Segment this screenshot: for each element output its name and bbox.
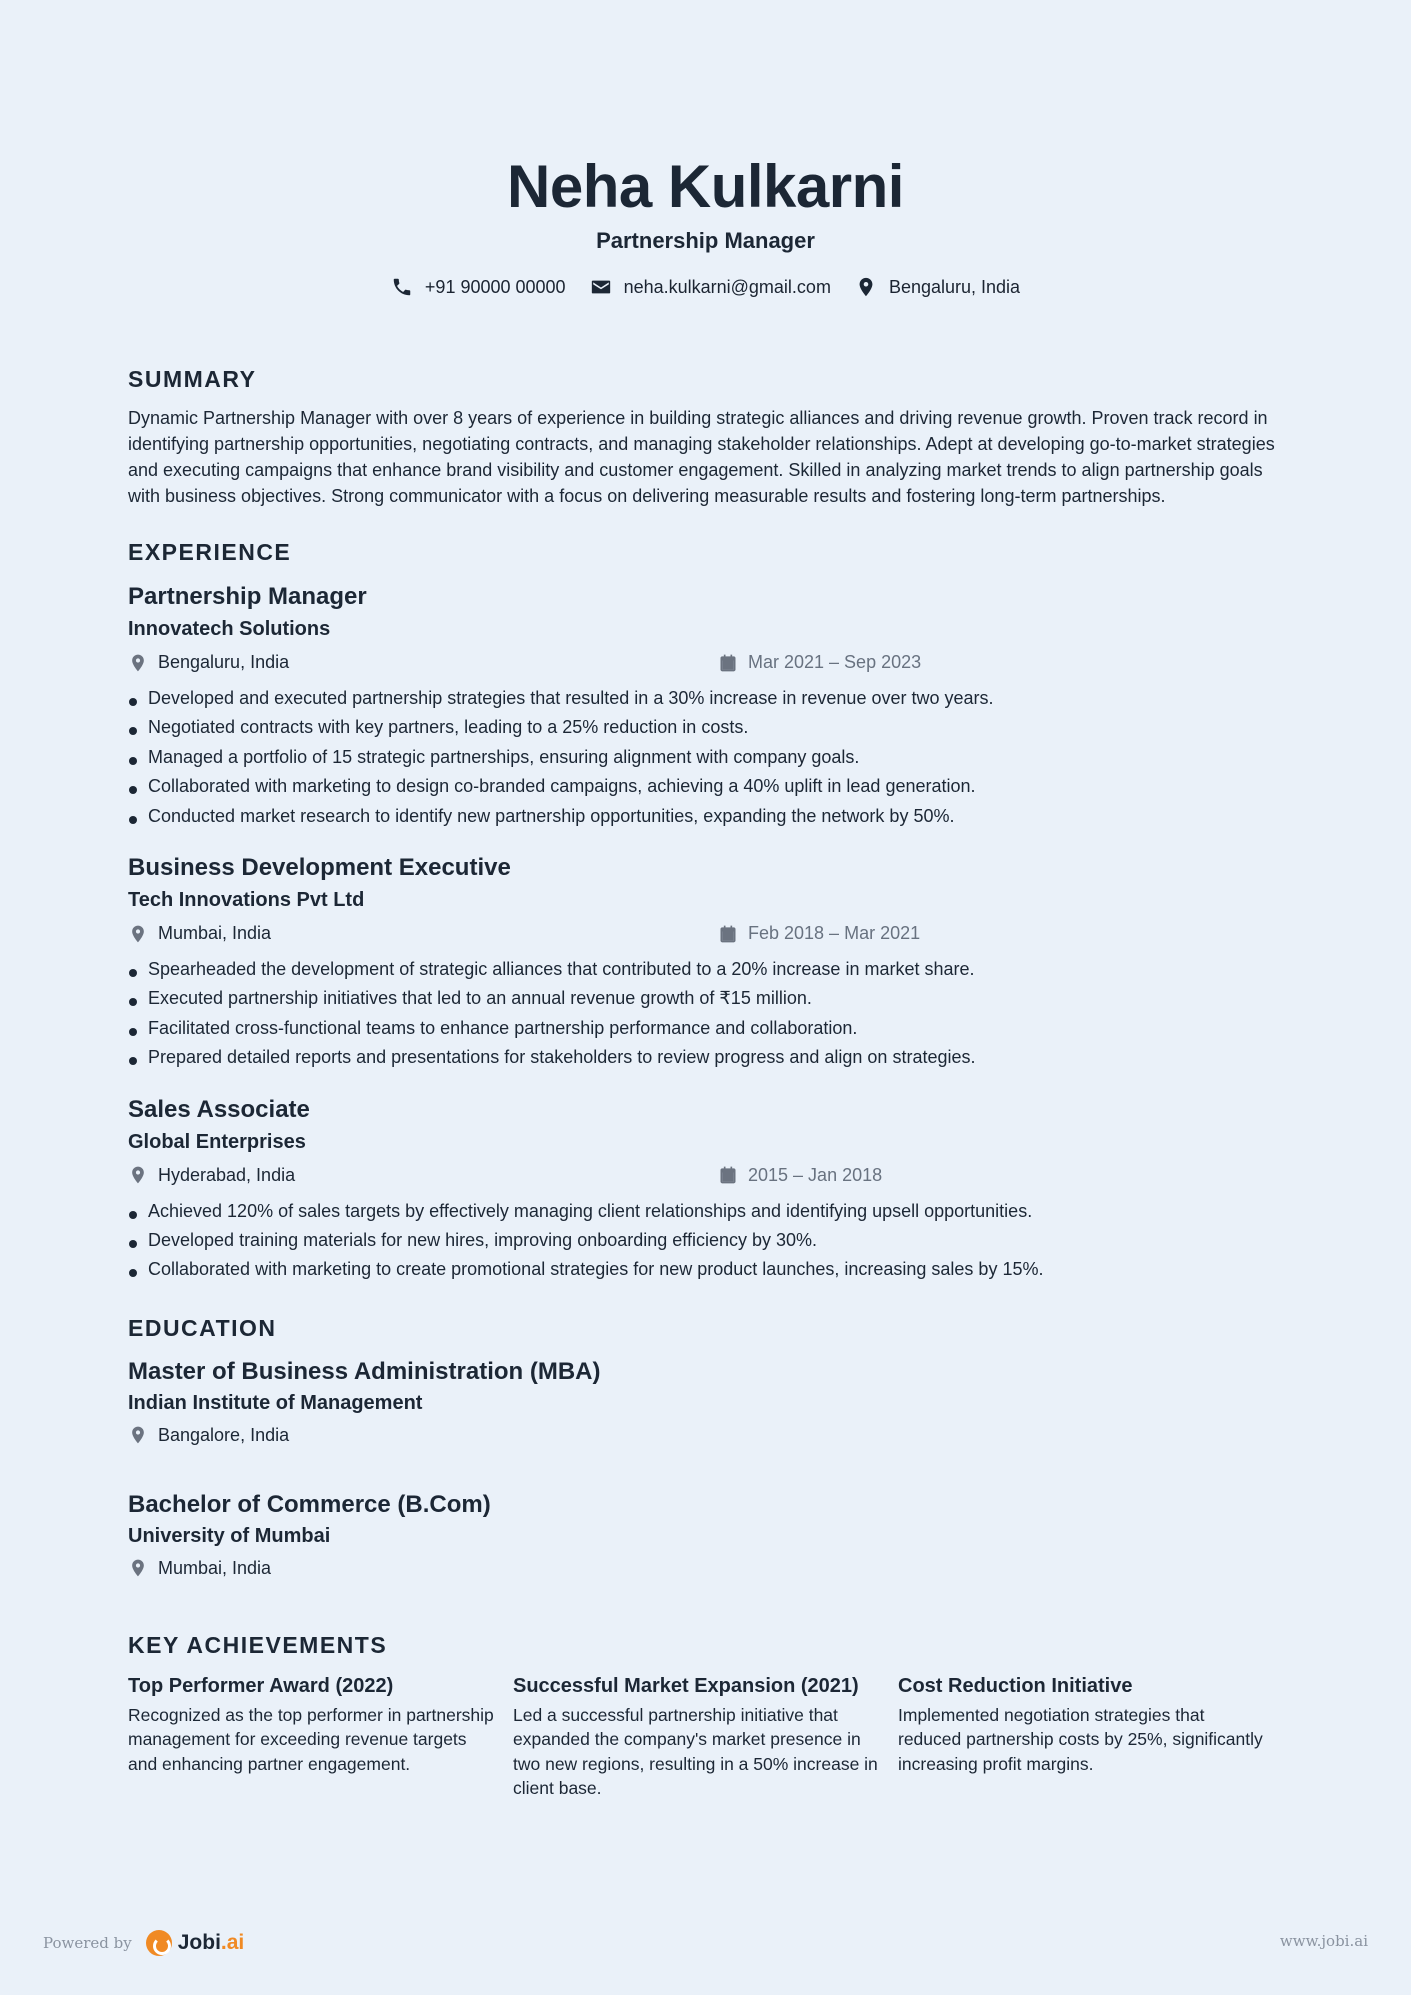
education-location	[128, 1558, 271, 1579]
experience-heading: EXPERIENCE	[128, 539, 292, 565]
education-entry	[128, 1489, 1283, 1584]
achievement-title: Successful Market Expansion (2021)	[513, 1674, 859, 1697]
phone-text: +91 90000 00000	[424, 276, 566, 297]
contact-row	[128, 276, 1283, 298]
jobi-logo-icon	[146, 1930, 172, 1956]
job-bullets	[128, 1197, 1283, 1285]
location-pin-icon	[128, 1558, 148, 1578]
job-dates	[718, 652, 921, 673]
contact-phone	[391, 276, 566, 298]
job-bullets	[128, 684, 1283, 831]
achievements-section	[128, 1632, 1283, 1801]
resume-page	[128, 0, 1283, 1801]
summary-section	[128, 366, 1283, 509]
achievement-title: Cost Reduction Initiative	[898, 1674, 1133, 1697]
list-item: Managed a portfolio of 15 strategic partnerships, ensuring alignment with company goals.	[128, 743, 1283, 772]
job-bullets	[128, 955, 1283, 1073]
education-location-text: Bangalore, India	[158, 1424, 290, 1445]
location-pin-icon	[128, 653, 148, 673]
education-entry	[128, 1356, 1283, 1451]
logo-main-text: Jobi	[177, 1931, 221, 1954]
job-location-text: Mumbai, India	[158, 923, 272, 944]
jobi-logo-link[interactable]	[146, 1930, 245, 1956]
achievement-card	[513, 1673, 898, 1801]
calendar-icon	[718, 653, 738, 673]
job-location	[128, 652, 289, 673]
job-meta	[128, 923, 1283, 949]
degree-title: Master of Business Administration (MBA)	[128, 1357, 601, 1385]
logo-suffix-text: .ai	[220, 1931, 245, 1954]
education-location	[128, 1425, 289, 1446]
job-entry	[128, 1095, 1283, 1285]
resume-header	[128, 0, 1283, 298]
job-meta	[128, 1165, 1283, 1191]
job-location	[128, 1165, 295, 1186]
education-section	[128, 1315, 1283, 1584]
email-text: neha.kulkarni@gmail.com	[623, 276, 831, 297]
summary-text: Dynamic Partnership Manager with over 8 years of experience in building strategic alliances and driving revenue growth. Proven track record in identifying partnership opportunities, negotiating contracts, and managing stakeholder relationships. Adept at developing go-to-market strategies and executing campaigns that enhance brand visibility and customer engagement. Skilled in analyzing market trends to align partnership goals with business objectives. Strong communicator with a focus on delivering measurable results and fostering long-term partnerships.	[128, 408, 1275, 506]
job-entry	[128, 853, 1283, 1073]
achievements-heading: KEY ACHIEVEMENTS	[128, 1631, 388, 1658]
achievement-text: Implemented negotiation strategies that reduced partnership costs by 25%, significantly increasing profit margins.	[898, 1704, 1263, 1774]
achievement-card	[128, 1673, 513, 1801]
job-title: Business Development Executive	[128, 854, 511, 882]
email-icon	[590, 276, 612, 298]
job-dates	[718, 1165, 882, 1186]
education-meta	[128, 1558, 1283, 1584]
contact-location	[855, 276, 1020, 298]
website-link[interactable]: www.jobi.ai	[1279, 1932, 1368, 1950]
list-item: Prepared detailed reports and presentations for stakeholders to review progress and align on strategies.	[128, 1043, 1283, 1072]
list-item: Spearheaded the development of strategic alliances that contributed to a 20% increase in market share.	[128, 955, 1283, 984]
education-location-text: Mumbai, India	[158, 1557, 272, 1578]
school-name: Indian Institute of Management	[128, 1391, 423, 1414]
company-name: Tech Innovations Pvt Ltd	[128, 889, 365, 912]
job-entry	[128, 582, 1283, 831]
contact-email	[590, 276, 831, 298]
candidate-title: Partnership Manager	[596, 228, 815, 253]
location-text: Bengaluru, India	[888, 276, 1021, 297]
job-location-text: Hyderabad, India	[158, 1164, 296, 1185]
job-location	[128, 923, 271, 944]
experience-section	[128, 539, 1283, 1285]
school-name: University of Mumbai	[128, 1524, 331, 1547]
list-item: Negotiated contracts with key partners, leading to a 25% reduction in costs.	[128, 713, 1283, 742]
summary-heading: SUMMARY	[128, 366, 257, 392]
footer-branding	[43, 1930, 244, 1956]
list-item: Facilitated cross-functional teams to enhance partnership performance and collaboration.	[128, 1014, 1283, 1043]
list-item: Collaborated with marketing to design co-branded campaigns, achieving a 40% uplift in lead generation.	[128, 772, 1283, 801]
location-pin-icon	[128, 1165, 148, 1185]
list-item: Collaborated with marketing to create promotional strategies for new product launches, increasing sales by 15%.	[128, 1255, 1283, 1284]
job-dates-text: Mar 2021 – Sep 2023	[748, 652, 922, 672]
achievement-card	[898, 1673, 1283, 1801]
achievements-grid	[128, 1673, 1283, 1801]
achievement-title: Top Performer Award (2022)	[128, 1674, 394, 1697]
list-item: Executed partnership initiatives that led to an annual revenue growth of ₹15 million.	[128, 984, 1283, 1013]
job-dates	[718, 923, 920, 944]
location-pin-icon	[128, 924, 148, 944]
education-heading: EDUCATION	[128, 1314, 277, 1341]
list-item: Developed training materials for new hires, improving onboarding efficiency by 30%.	[128, 1226, 1283, 1255]
job-location-text: Bengaluru, India	[158, 652, 290, 672]
location-pin-icon	[855, 276, 877, 298]
powered-by-text: Powered by	[43, 1934, 132, 1952]
job-title: Sales Associate	[128, 1095, 310, 1123]
list-item: Conducted market research to identify new partnership opportunities, expanding the network by 50%.	[128, 802, 1283, 831]
degree-title: Bachelor of Commerce (B.Com)	[128, 1490, 491, 1518]
list-item: Achieved 120% of sales targets by effectively managing client relationships and identifying upsell opportunities.	[128, 1197, 1283, 1226]
calendar-icon	[718, 924, 738, 944]
achievement-text: Led a successful partnership initiative that expanded the company's market presence in two new regions, resulting in a 50% increase in client base.	[513, 1704, 878, 1799]
education-meta	[128, 1425, 1283, 1451]
location-pin-icon	[128, 1425, 148, 1445]
phone-icon	[391, 276, 413, 298]
achievement-text: Recognized as the top performer in partnership management for exceeding revenue targets and enhancing partner engagement.	[128, 1704, 494, 1774]
calendar-icon	[718, 1165, 738, 1185]
list-item: Developed and executed partnership strategies that resulted in a 30% increase in revenue over two years.	[128, 684, 1283, 713]
company-name: Global Enterprises	[128, 1130, 306, 1153]
job-title: Partnership Manager	[128, 583, 367, 610]
candidate-name: Neha Kulkarni	[507, 153, 904, 220]
job-dates-text: Feb 2018 – Mar 2021	[748, 923, 921, 944]
job-dates-text: 2015 – Jan 2018	[748, 1164, 883, 1185]
job-meta	[128, 652, 1283, 678]
company-name: Innovatech Solutions	[128, 618, 331, 640]
